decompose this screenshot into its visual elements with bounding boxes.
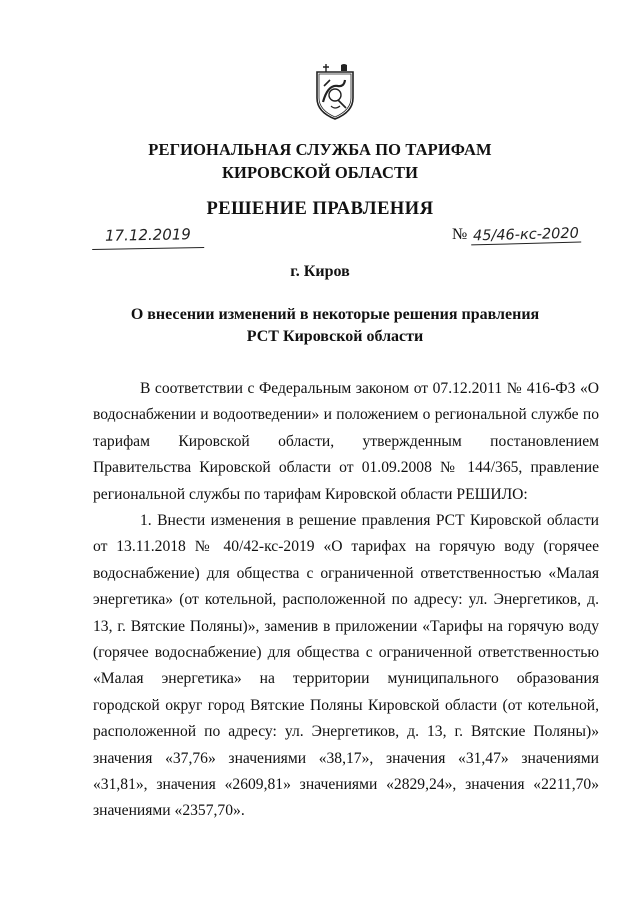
decision-number-block	[452, 226, 581, 248]
org-name-line2: КИРОВСКОЙ ОБЛАСТИ	[221, 163, 419, 182]
decision-date: 17.12.2019	[92, 225, 204, 250]
body-paragraph-preamble: В соответствии с Федеральным законом от 07.12.2011 № 416-ФЗ «О водоснабжении и водоотведении» и положением о региональной службе по тарифам Кировской области, утвержденным постановлением Правительства Кировской области от 01.09.2008 № 144/365, правление региональной службы по тарифам Кировской области РЕШИЛО:	[93, 380, 599, 503]
document-subject: О внесении изменений в некоторые решения правления РСТ Кировской области	[130, 306, 540, 345]
coat-of-arms-icon	[314, 62, 356, 122]
number-sign: №	[452, 226, 468, 243]
document-type-title: РЕШЕНИЕ ПРАВЛЕНИЯ	[206, 199, 434, 219]
org-name-line1: РЕГИОНАЛЬНАЯ СЛУЖБА ПО ТАРИФАМ	[148, 140, 492, 159]
body-paragraph-item-1: 1. Внести изменения в решение правления РСТ Кировской области от 13.11.2018 № 40/42-кс-2019 «О тарифах на горячую воду (горячее водоснабжение) для общества с ограниченной ответственностью «Малая энергетика» (от котельной, расположенной по адресу: ул. Энергетиков, д. 13, г. Вятские Поляны)», заменив в приложении «Тарифы на горячую воду (горячее водоснабжение) для общества с ограниченной ответственностью «Малая энергетика» на территории муниципального образования городской округ город Вятские Поляны Кировской области (от котельной, расположенной по адресу: ул. Энергетиков, д. 13, г. Вятские Поляны)» значения «37,76» значениями «38,17», значения «31,47» значениями «31,81», значения «2609,81» значениями «2829,24», значения «2211,70» значениями «2357,70».	[93, 512, 599, 820]
decision-number: 45/46-кс-2020	[471, 226, 581, 246]
city-line: г. Киров	[290, 263, 350, 280]
